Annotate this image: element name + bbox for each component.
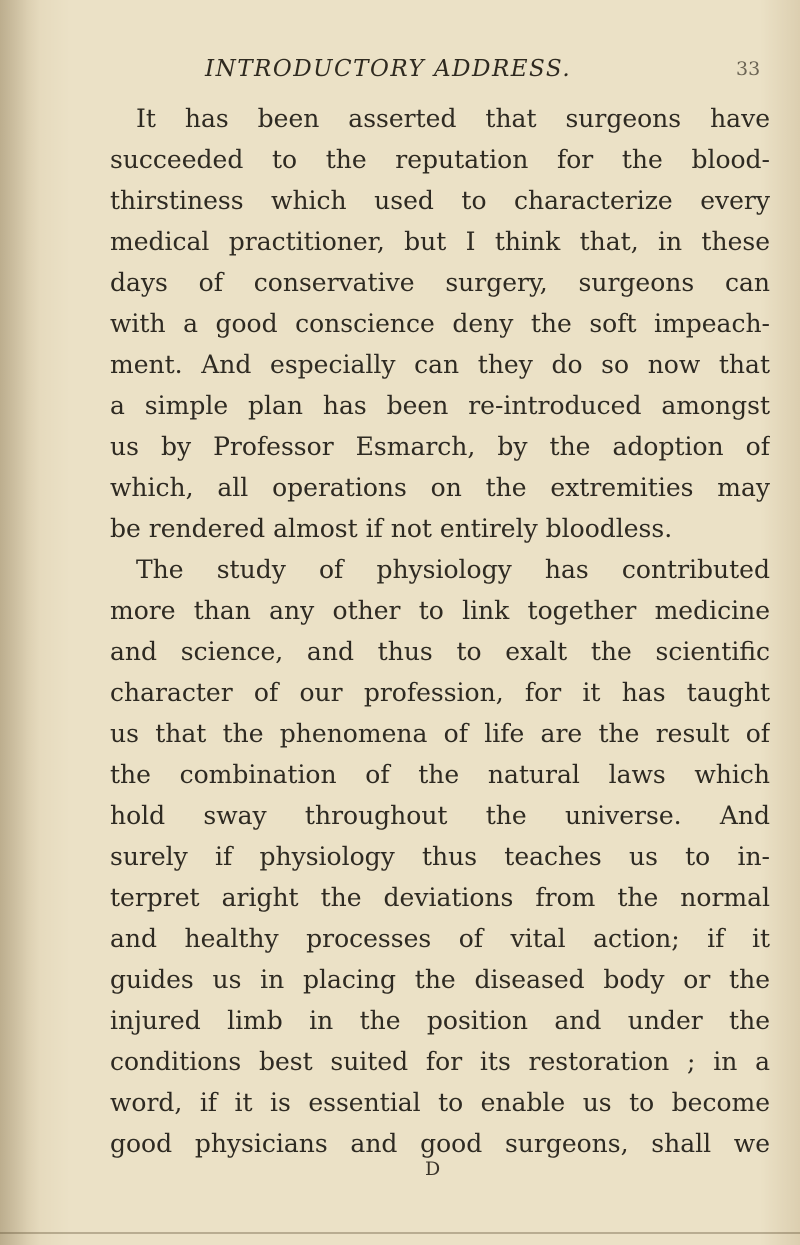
text-line: character of our profession, for it has taught bbox=[110, 678, 770, 707]
text-line: and healthy processes of vital action; if it bbox=[110, 924, 770, 953]
text-line: ment. And especially can they do so now that bbox=[110, 350, 770, 379]
text-line: medical practitioner, but I think that, in these bbox=[110, 227, 770, 256]
text-line: terpret aright the deviations from the normal bbox=[110, 883, 770, 912]
text-line: us that the phenomena of life are the result of bbox=[110, 719, 770, 748]
body-text bbox=[110, 98, 770, 1164]
text-line: injured limb in the position and under the bbox=[110, 1006, 770, 1035]
text-line: thirstiness which used to characterize every bbox=[110, 186, 770, 215]
text-line: more than any other to link together medicine bbox=[110, 596, 770, 625]
text-line: guides us in placing the diseased body or the bbox=[110, 965, 770, 994]
text-line: be rendered almost if not entirely bloodless. bbox=[110, 514, 673, 543]
text-line: conditions best suited for its restoration ; in a bbox=[110, 1047, 770, 1076]
signature-mark: D bbox=[425, 1158, 441, 1180]
running-title: INTRODUCTORY ADDRESS. bbox=[205, 56, 572, 82]
text-line: The study of physiology has contributed bbox=[136, 555, 770, 584]
text-line: hold sway throughout the universe. And bbox=[110, 801, 770, 830]
text-line: which, all operations on the extremities may bbox=[110, 473, 770, 502]
text-line: good physicians and good surgeons, shall we bbox=[110, 1129, 770, 1158]
text-line: word, if it is essential to enable us to become bbox=[110, 1088, 770, 1117]
page-edge bbox=[0, 1232, 800, 1234]
text-line: and science, and thus to exalt the scientific bbox=[110, 637, 770, 666]
running-header bbox=[0, 56, 800, 90]
text-line: with a good conscience deny the soft impeach- bbox=[110, 309, 770, 338]
binding-shadow bbox=[0, 0, 40, 1245]
text-line: surely if physiology thus teaches us to in- bbox=[110, 842, 770, 871]
text-line: the combination of the natural laws which bbox=[110, 760, 770, 789]
text-line: days of conservative surgery, surgeons can bbox=[110, 268, 770, 297]
page-number: 33 bbox=[736, 58, 761, 80]
text-line: us by Professor Esmarch, by the adoption of bbox=[110, 432, 770, 461]
text-line: It has been asserted that surgeons have bbox=[136, 104, 770, 133]
text-line: a simple plan has been re-introduced amongst bbox=[110, 391, 770, 420]
text-line: succeeded to the reputation for the blood- bbox=[110, 145, 770, 174]
